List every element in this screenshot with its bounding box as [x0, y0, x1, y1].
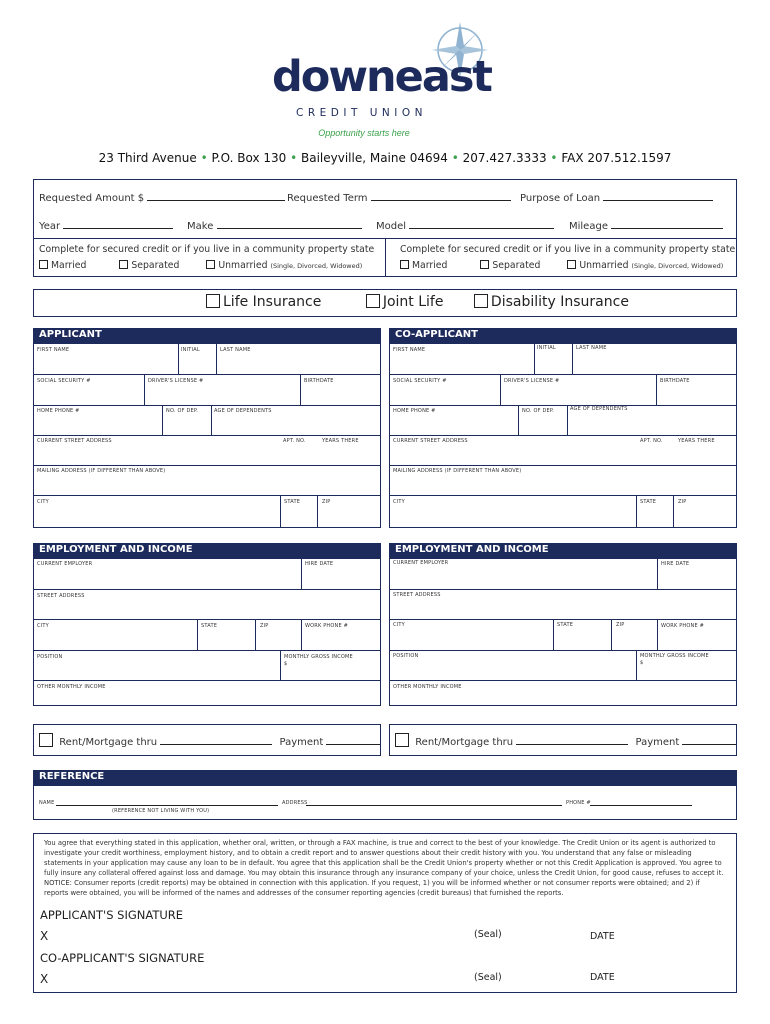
unmarried-checkbox[interactable]: [206, 260, 215, 269]
co-hire-date-field[interactable]: HIRE DATE: [661, 561, 690, 567]
married-checkbox[interactable]: [400, 260, 409, 269]
co-employer-state-field[interactable]: STATE: [557, 622, 574, 628]
co-mailing-address-field[interactable]: [393, 468, 733, 493]
birthdate-field[interactable]: BIRTHDATE: [304, 378, 334, 384]
model-label: Model: [376, 221, 407, 232]
marital-status-coapplicant: [400, 260, 723, 271]
tagline: Opportunity starts here: [318, 128, 410, 138]
reference-name-note: (REFERENCE NOT LIVING WITH YOU): [112, 808, 210, 814]
unmarried-checkbox[interactable]: [567, 260, 576, 269]
drivers-license-field[interactable]: DRIVER'S LICENSE #: [148, 378, 204, 384]
disability-insurance-label: Disability Insurance: [490, 294, 629, 310]
reference-address-line[interactable]: [306, 805, 562, 806]
separated-label: Separated: [131, 260, 180, 271]
year-label: Year: [39, 221, 61, 232]
co-work-phone-field[interactable]: WORK PHONE #: [661, 623, 705, 629]
co-apt-no-field[interactable]: APT. NO.: [640, 438, 663, 444]
unmarried-note: (Single, Divorced, Widowed): [270, 262, 363, 270]
reference-phone-label: PHONE #: [566, 800, 591, 806]
purpose-field[interactable]: [520, 193, 713, 204]
co-other-income-field[interactable]: OTHER MONTHLY INCOME: [393, 684, 462, 690]
mailing-address-label: MAILING ADDRESS (IF DIFFERENT THAN ABOVE): [37, 468, 166, 474]
dependents-age-field[interactable]: AGE OF DEPENDENTS: [214, 408, 272, 414]
state-field[interactable]: STATE: [284, 499, 301, 505]
co-city-field[interactable]: CITY: [393, 499, 405, 505]
separator-dot: •: [451, 151, 459, 165]
applicant-signature-label: APPLICANT'S SIGNATURE: [40, 908, 184, 922]
co-last-name-field[interactable]: LAST NAME: [576, 345, 607, 351]
separated-label: Separated: [492, 260, 541, 271]
secured-note-applicant: Complete for secured credit or if you live in a community property state: [39, 244, 375, 255]
first-name-field[interactable]: FIRST NAME: [37, 347, 70, 353]
co-ssn-field[interactable]: SOCIAL SECURITY #: [393, 378, 447, 384]
life-insurance-label: Life Insurance: [223, 294, 322, 310]
co-payment-line[interactable]: [682, 744, 736, 745]
co-position-field[interactable]: POSITION: [393, 653, 419, 659]
co-dependents-age-field[interactable]: AGE OF DEPENDENTS: [570, 406, 628, 412]
co-birthdate-field[interactable]: BIRTHDATE: [660, 378, 690, 384]
co-applicant-signature-x: X: [40, 972, 49, 986]
mailing-address-field[interactable]: [37, 468, 377, 493]
joint-life-checkbox[interactable]: [366, 294, 380, 308]
co-rent-line[interactable]: [516, 744, 628, 745]
requested-term-line[interactable]: [371, 200, 511, 201]
mileage-field[interactable]: [569, 221, 723, 232]
separator-dot: •: [290, 151, 298, 165]
applicant-signature-x: X: [40, 929, 49, 943]
home-phone-field[interactable]: HOME PHONE #: [37, 408, 80, 414]
requested-term-label: Requested Term: [287, 193, 368, 204]
make-line[interactable]: [217, 228, 362, 229]
make-label: Make: [187, 221, 214, 232]
employer-state-field[interactable]: STATE: [201, 623, 218, 629]
logo: [272, 20, 502, 120]
monthly-income-label: MONTHLY GROSS INCOME: [284, 654, 353, 660]
disability-insurance-checkbox[interactable]: [474, 294, 488, 308]
requested-amount-line[interactable]: [147, 200, 285, 201]
hire-date-field[interactable]: HIRE DATE: [305, 561, 334, 567]
applicant-date-label: DATE: [590, 931, 615, 942]
co-rent-checkbox[interactable]: [395, 733, 409, 747]
payment-line[interactable]: [326, 744, 380, 745]
co-drivers-license-field[interactable]: DRIVER'S LICENSE #: [504, 378, 560, 384]
model-line[interactable]: [409, 228, 554, 229]
separator-dot: •: [200, 151, 208, 165]
employer-street-field[interactable]: STREET ADDRESS: [37, 593, 85, 599]
co-employment-header: EMPLOYMENT AND INCOME: [389, 543, 737, 558]
co-applicant-signature-label: CO-APPLICANT'S SIGNATURE: [40, 951, 205, 965]
address-line: [0, 151, 770, 165]
marital-status-applicant: [39, 260, 362, 271]
brand-name: downeast: [272, 52, 491, 102]
payment-label: Payment: [279, 737, 324, 748]
mileage-line[interactable]: [611, 228, 723, 229]
unmarried-label: Unmarried: [218, 260, 268, 271]
co-employer-street-field[interactable]: STREET ADDRESS: [393, 592, 441, 598]
joint-life-label: Joint Life: [382, 294, 444, 310]
position-field[interactable]: POSITION: [37, 654, 63, 660]
agreement-text: You agree that everything stated in this application, whether oral, written, or through a FAX machine, is true and correct to the best of your knowledge. The Credit Union or its agent is authorized to investigate your credit worthiness, employment history, and to obtain a credit report and to answer questions about their credit history with you. You understand that any false or misleading statements in your application may cause any loan to be in default. You agree that this application shall be the Credit Union's property whether or not this Credit Application is approved. You agree to fully insure any collateral offered against loss and damage. You may obtain this insurance through any insurance company of your choice, unless the Credit Union, for good cause, refuses to accept it. NOTICE: Consumer reports (credit reports) may be obtained in connection with this application. If you request, 1) you will be informed whether or not consumer reports were obtained; and 2) if reports were obtained, you will be informed of the names and addresses of the consumer reporting agencies (credit bureaus) that furnished the reports.: [44, 839, 724, 897]
rent-row: [39, 733, 380, 748]
insurance-options: [206, 294, 629, 310]
brand-subtitle: CREDIT UNION: [296, 107, 427, 119]
secured-note-coapplicant: Complete for secured credit or if you live in a community property state: [400, 244, 736, 255]
zip-field[interactable]: ZIP: [322, 499, 331, 505]
year-line[interactable]: [63, 228, 173, 229]
married-label: Married: [51, 260, 87, 271]
ssn-field[interactable]: SOCIAL SECURITY #: [37, 378, 91, 384]
co-employer-city-field[interactable]: CITY: [393, 622, 405, 628]
employment-header: EMPLOYMENT AND INCOME: [33, 543, 381, 558]
model-field[interactable]: [376, 221, 554, 232]
co-applicant-seal: (Seal): [474, 972, 502, 983]
applicant-signature-line[interactable]: [52, 942, 452, 943]
purpose-line[interactable]: [603, 200, 713, 201]
applicant-header: APPLICANT: [33, 328, 381, 343]
co-rent-row: [395, 733, 736, 748]
employer-field[interactable]: CURRENT EMPLOYER: [37, 561, 93, 567]
reference-box: [33, 785, 737, 820]
dollar-sign: $: [284, 661, 288, 667]
separated-checkbox[interactable]: [119, 260, 128, 269]
reference-name-line[interactable]: [56, 805, 278, 806]
reference-name-label: NAME: [39, 800, 55, 806]
co-dependents-count-field[interactable]: NO. OF DEP.: [522, 408, 555, 414]
unmarried-note: (Single, Divorced, Widowed): [631, 262, 724, 270]
divider: [385, 238, 386, 277]
married-checkbox[interactable]: [39, 260, 48, 269]
monthly-income-field[interactable]: [284, 654, 379, 678]
city-field[interactable]: CITY: [37, 499, 49, 505]
reference-header: REFERENCE: [33, 770, 737, 785]
mileage-label: Mileage: [569, 221, 608, 232]
other-income-field[interactable]: OTHER MONTHLY INCOME: [37, 684, 106, 690]
separated-checkbox[interactable]: [480, 260, 489, 269]
make-field[interactable]: [187, 221, 362, 232]
year-field[interactable]: [39, 221, 173, 232]
requested-amount-field[interactable]: [39, 193, 285, 204]
co-employer-zip-field[interactable]: ZIP: [616, 622, 625, 628]
requested-term-field[interactable]: [287, 193, 511, 204]
co-initial-field[interactable]: INITIAL: [537, 345, 556, 351]
rent-line[interactable]: [160, 744, 272, 745]
employer-zip-field[interactable]: ZIP: [260, 623, 269, 629]
dependents-count-field[interactable]: NO. OF DEP.: [166, 408, 199, 414]
rent-label: Rent/Mortgage thru: [59, 737, 158, 748]
co-state-field[interactable]: STATE: [640, 499, 657, 505]
co-street-address-field[interactable]: CURRENT STREET ADDRESS: [393, 438, 468, 444]
last-name-field[interactable]: LAST NAME: [220, 347, 251, 353]
co-monthly-income-field[interactable]: [640, 653, 735, 677]
rent-label: Rent/Mortgage thru: [415, 737, 514, 748]
requested-amount-label: Requested Amount $: [39, 193, 145, 204]
address-city: Baileyville, Maine 04694: [301, 151, 448, 165]
monthly-income-label: MONTHLY GROSS INCOME: [640, 653, 709, 659]
co-applicant-header: CO-APPLICANT: [389, 328, 737, 343]
work-phone-field[interactable]: WORK PHONE #: [305, 623, 349, 629]
co-home-phone-field[interactable]: HOME PHONE #: [393, 408, 436, 414]
co-zip-field[interactable]: ZIP: [678, 499, 687, 505]
address-pobox: P.O. Box 130: [211, 151, 287, 165]
address-street: 23 Third Avenue: [98, 151, 197, 165]
co-applicant-date-label: DATE: [590, 972, 615, 983]
applicant-seal: (Seal): [474, 929, 502, 940]
years-there-field[interactable]: YEARS THERE: [322, 438, 359, 444]
address-phone: 207.427.3333: [462, 151, 547, 165]
married-label: Married: [412, 260, 448, 271]
initial-field[interactable]: INITIAL: [181, 347, 200, 353]
separator-dot: •: [550, 151, 558, 165]
apt-no-field[interactable]: APT. NO.: [283, 438, 306, 444]
dollar-sign: $: [640, 660, 644, 666]
life-insurance-checkbox[interactable]: [206, 294, 220, 308]
street-address-field[interactable]: CURRENT STREET ADDRESS: [37, 438, 112, 444]
employer-city-field[interactable]: CITY: [37, 623, 49, 629]
reference-address-label: ADDRESS: [282, 800, 308, 806]
reference-phone-line[interactable]: [590, 805, 692, 806]
co-first-name-field[interactable]: FIRST NAME: [393, 347, 426, 353]
co-employer-field[interactable]: CURRENT EMPLOYER: [393, 560, 449, 566]
co-mailing-address-label: MAILING ADDRESS (IF DIFFERENT THAN ABOVE): [393, 468, 522, 474]
address-fax: FAX 207.512.1597: [561, 151, 672, 165]
payment-label: Payment: [635, 737, 680, 748]
rent-checkbox[interactable]: [39, 733, 53, 747]
co-applicant-signature-line[interactable]: [52, 985, 452, 986]
unmarried-label: Unmarried: [579, 260, 629, 271]
purpose-label: Purpose of Loan: [520, 193, 601, 204]
co-years-there-field[interactable]: YEARS THERE: [678, 438, 715, 444]
